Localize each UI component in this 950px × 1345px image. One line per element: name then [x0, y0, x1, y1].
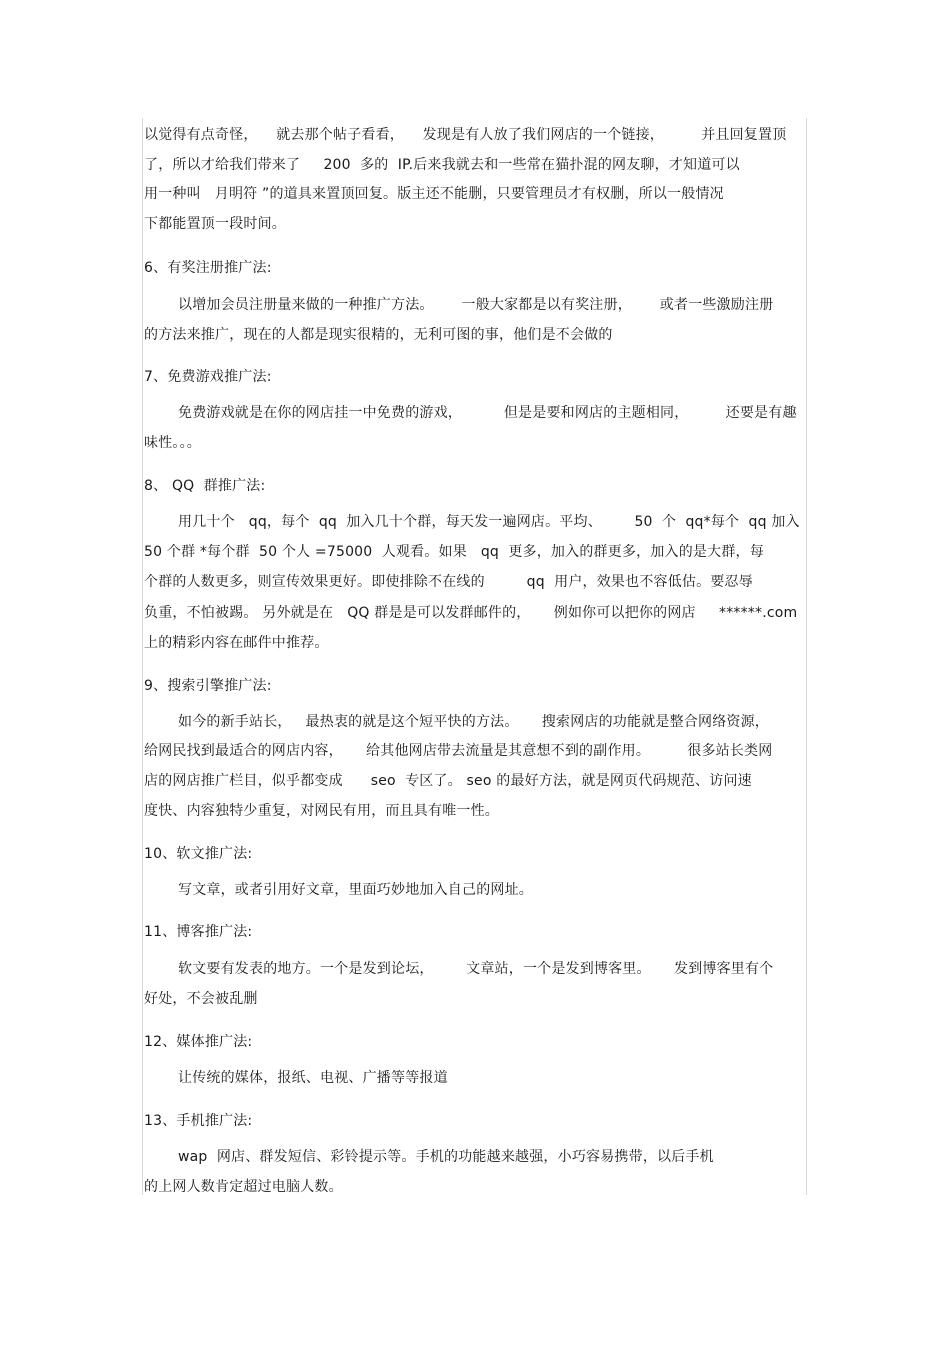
- body-line: 给网民找到最适合的网店内容， 给其他网店带去流量是其意想不到的副作用。 很多站长类网: [144, 743, 773, 759]
- body-line: 味性。。。: [144, 435, 201, 451]
- body-line: 软文要有发表的地方。一个是发到论坛， 文章站，一个是发到博客里。 发到博客里有个: [178, 961, 774, 977]
- section-heading: 7、免费游戏推广法:: [144, 369, 272, 385]
- body-line: 负重，不怕被踢。 另外就是在 QQ 群是是可以发群邮件的， 例如你可以把你的网店 ******.com: [144, 605, 798, 621]
- body-line: 让传统的媒体，报纸、电视、广播等等报道: [178, 1070, 448, 1086]
- page-border-right: [806, 118, 807, 1195]
- body-line: 以增加会员注册量来做的一种推广方法。 一般大家都是以有奖注册， 或者一些激励注册: [178, 297, 774, 313]
- section-heading: 6、有奖注册推广法:: [144, 260, 272, 276]
- body-line: 的上网人数肯定超过电脑人数。: [144, 1179, 343, 1195]
- body-line: 写文章，或者引用好文章，里面巧妙地加入自己的网址。: [178, 882, 533, 898]
- body-line: 下都能置顶一段时间。: [144, 216, 286, 232]
- body-line: 50 个群 *每个群 50 个人 =75000 人观看。如果 qq 更多，加入的群更多，加入的是大群，每: [144, 544, 764, 560]
- body-line: 好处，不会被乱删: [144, 991, 258, 1007]
- section-heading: 8、 QQ 群推广法:: [144, 478, 266, 494]
- body-line: 用一种叫 月明符 ”的道具来置顶回复。版主还不能删，只要管理员才有权删，所以一般情况: [144, 186, 724, 202]
- body-line: wap 网店、群发短信、彩铃提示等。手机的功能越来越强，小巧容易携带，以后手机: [178, 1149, 714, 1165]
- body-line: 用几十个 qq，每个 qq 加入几十个群，每天发一遍网店。平均、 50 个 qq*每个 qq 加入: [178, 514, 800, 530]
- section-heading: 9、搜索引擎推广法:: [144, 678, 272, 694]
- body-line: 了，所以才给我们带来了 200 多的 IP.后来我就去和一些常在猫扑混的网友聊，才知道可以: [144, 157, 740, 173]
- body-line: 个群的人数更多，则宣传效果更好。即使排除不在线的 qq 用户，效果也不容低估。要忍辱: [144, 574, 753, 590]
- body-line: 度快、内容独特少重复，对网民有用，而且具有唯一性。: [144, 803, 499, 819]
- section-heading: 10、软文推广法:: [144, 846, 253, 862]
- section-heading: 12、媒体推广法:: [144, 1034, 253, 1050]
- body-line: 如今的新手站长， 最热衷的就是这个短平快的方法。 搜索网店的功能就是整合网络资源，: [178, 714, 769, 730]
- body-line: 上的精彩内容在邮件中推荐。: [144, 635, 329, 651]
- page-border-left: [142, 118, 143, 1195]
- body-line: 免费游戏就是在你的网店挂一中免费的游戏， 但是是要和网店的主题相同， 还要是有趣: [178, 405, 797, 421]
- section-heading: 11、博客推广法:: [144, 924, 253, 940]
- body-line: 店的网店推广栏目，似乎都变成 seo 专区了。 seo 的最好方法，就是网页代码规范、访问速: [144, 773, 752, 789]
- body-line: 的方法来推广，现在的人都是现实很精的，无利可图的事，他们是不会做的: [144, 327, 613, 343]
- section-heading: 13、手机推广法:: [144, 1113, 253, 1129]
- body-line: 以觉得有点奇怪， 就去那个帖子看看， 发现是有人放了我们网店的一个链接， 并且回复置顶: [144, 127, 787, 143]
